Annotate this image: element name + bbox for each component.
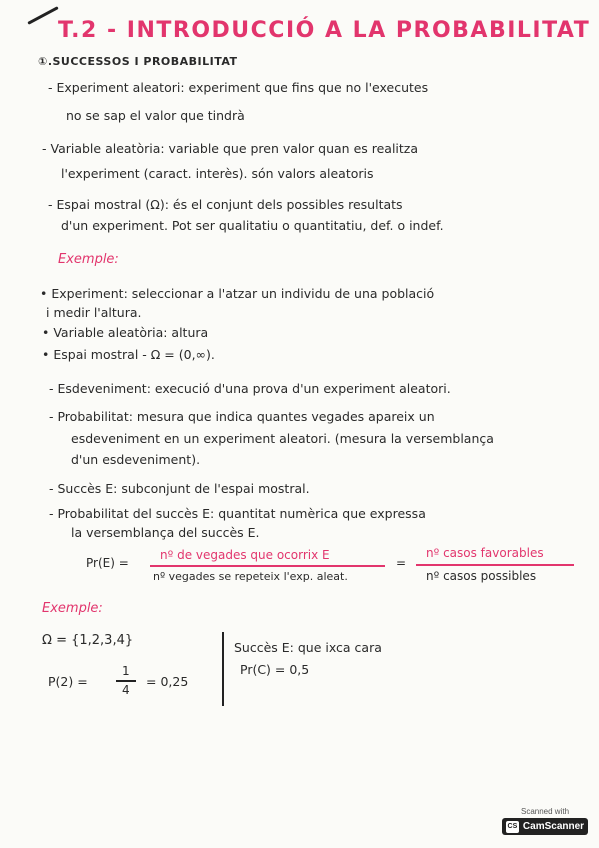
camscanner-icon: CS [506,821,519,833]
definition-line: la versemblança del succès E. [71,525,260,540]
definition-line: esdeveniment en un experiment aleatori. (mesura la versemblança [71,431,494,446]
section-heading: ①.SUCCESSOS I PROBABILITAT [38,55,238,68]
scanner-brand: CamScanner [522,821,585,832]
divider [222,632,224,706]
definition-line: d'un esdeveniment). [71,452,201,467]
probability-bar [116,680,136,682]
example-label: Exemple: [58,252,119,267]
formula-lhs: Pr(E) = [86,556,129,570]
formula-denominator-2: nº casos possibles [426,569,537,583]
camscanner-watermark [502,807,588,839]
formula-numerator-2: nº casos favorables [426,546,544,560]
formula-equals: = [396,556,407,570]
fraction-bar-2 [416,564,574,566]
example-line: • Variable aleatòria: altura [42,325,209,340]
camscanner-logo [502,818,588,835]
definition-line: d'un experiment. Pot ser qualitatiu o quantitatiu, def. o indef. [61,218,444,233]
page-title: T.2 - INTRODUCCIÓ A LA PROBABILITAT [58,18,591,43]
example-line: i medir l'altura. [46,305,142,320]
definition-line: - Probabilitat: mesura que indica quantes vegades apareix un [49,409,435,424]
definition-line: - Experiment aleatori: experiment que fins que no l'executes [48,80,429,95]
formula-numerator: nº de vegades que ocorrix E [160,548,330,562]
scanner-caption: Scanned with [520,807,570,816]
event-probability: Pr(C) = 0,5 [240,662,310,677]
definition-line: l'experiment (caract. interès). són valors aleatoris [61,166,374,181]
definition-line: - Espai mostral (Ω): és el conjunt dels possibles resultats [48,197,403,212]
example-line: • Experiment: seleccionar a l'atzar un individu de una població [40,286,435,301]
definition-line: - Succès E: subconjunt de l'espai mostral. [49,481,310,496]
sample-space: Ω = {1,2,3,4} [42,633,134,648]
definition-line: - Variable aleatòria: variable que pren valor quan es realitza [42,141,419,156]
probability-result: = 0,25 [146,674,189,689]
probability-numerator: 1 [122,664,130,678]
definition-line: - Probabilitat del succès E: quantitat numèrica que expressa [49,506,426,521]
definition-line: - Esdeveniment: execució d'una prova d'un experiment aleatori. [49,381,451,396]
formula-denominator: nº vegades se repeteix l'exp. aleat. [153,570,348,583]
probability-denominator: 4 [122,683,130,697]
probability-lhs: P(2) = [48,674,88,689]
fraction-bar [150,565,385,567]
pen-mark-icon [27,6,58,25]
example-line: • Espai mostral - Ω = (0,∞). [42,347,215,362]
definition-line: no se sap el valor que tindrà [66,108,245,123]
example-label: Exemple: [42,601,103,616]
event-description: Succès E: que ixca cara [234,640,382,655]
